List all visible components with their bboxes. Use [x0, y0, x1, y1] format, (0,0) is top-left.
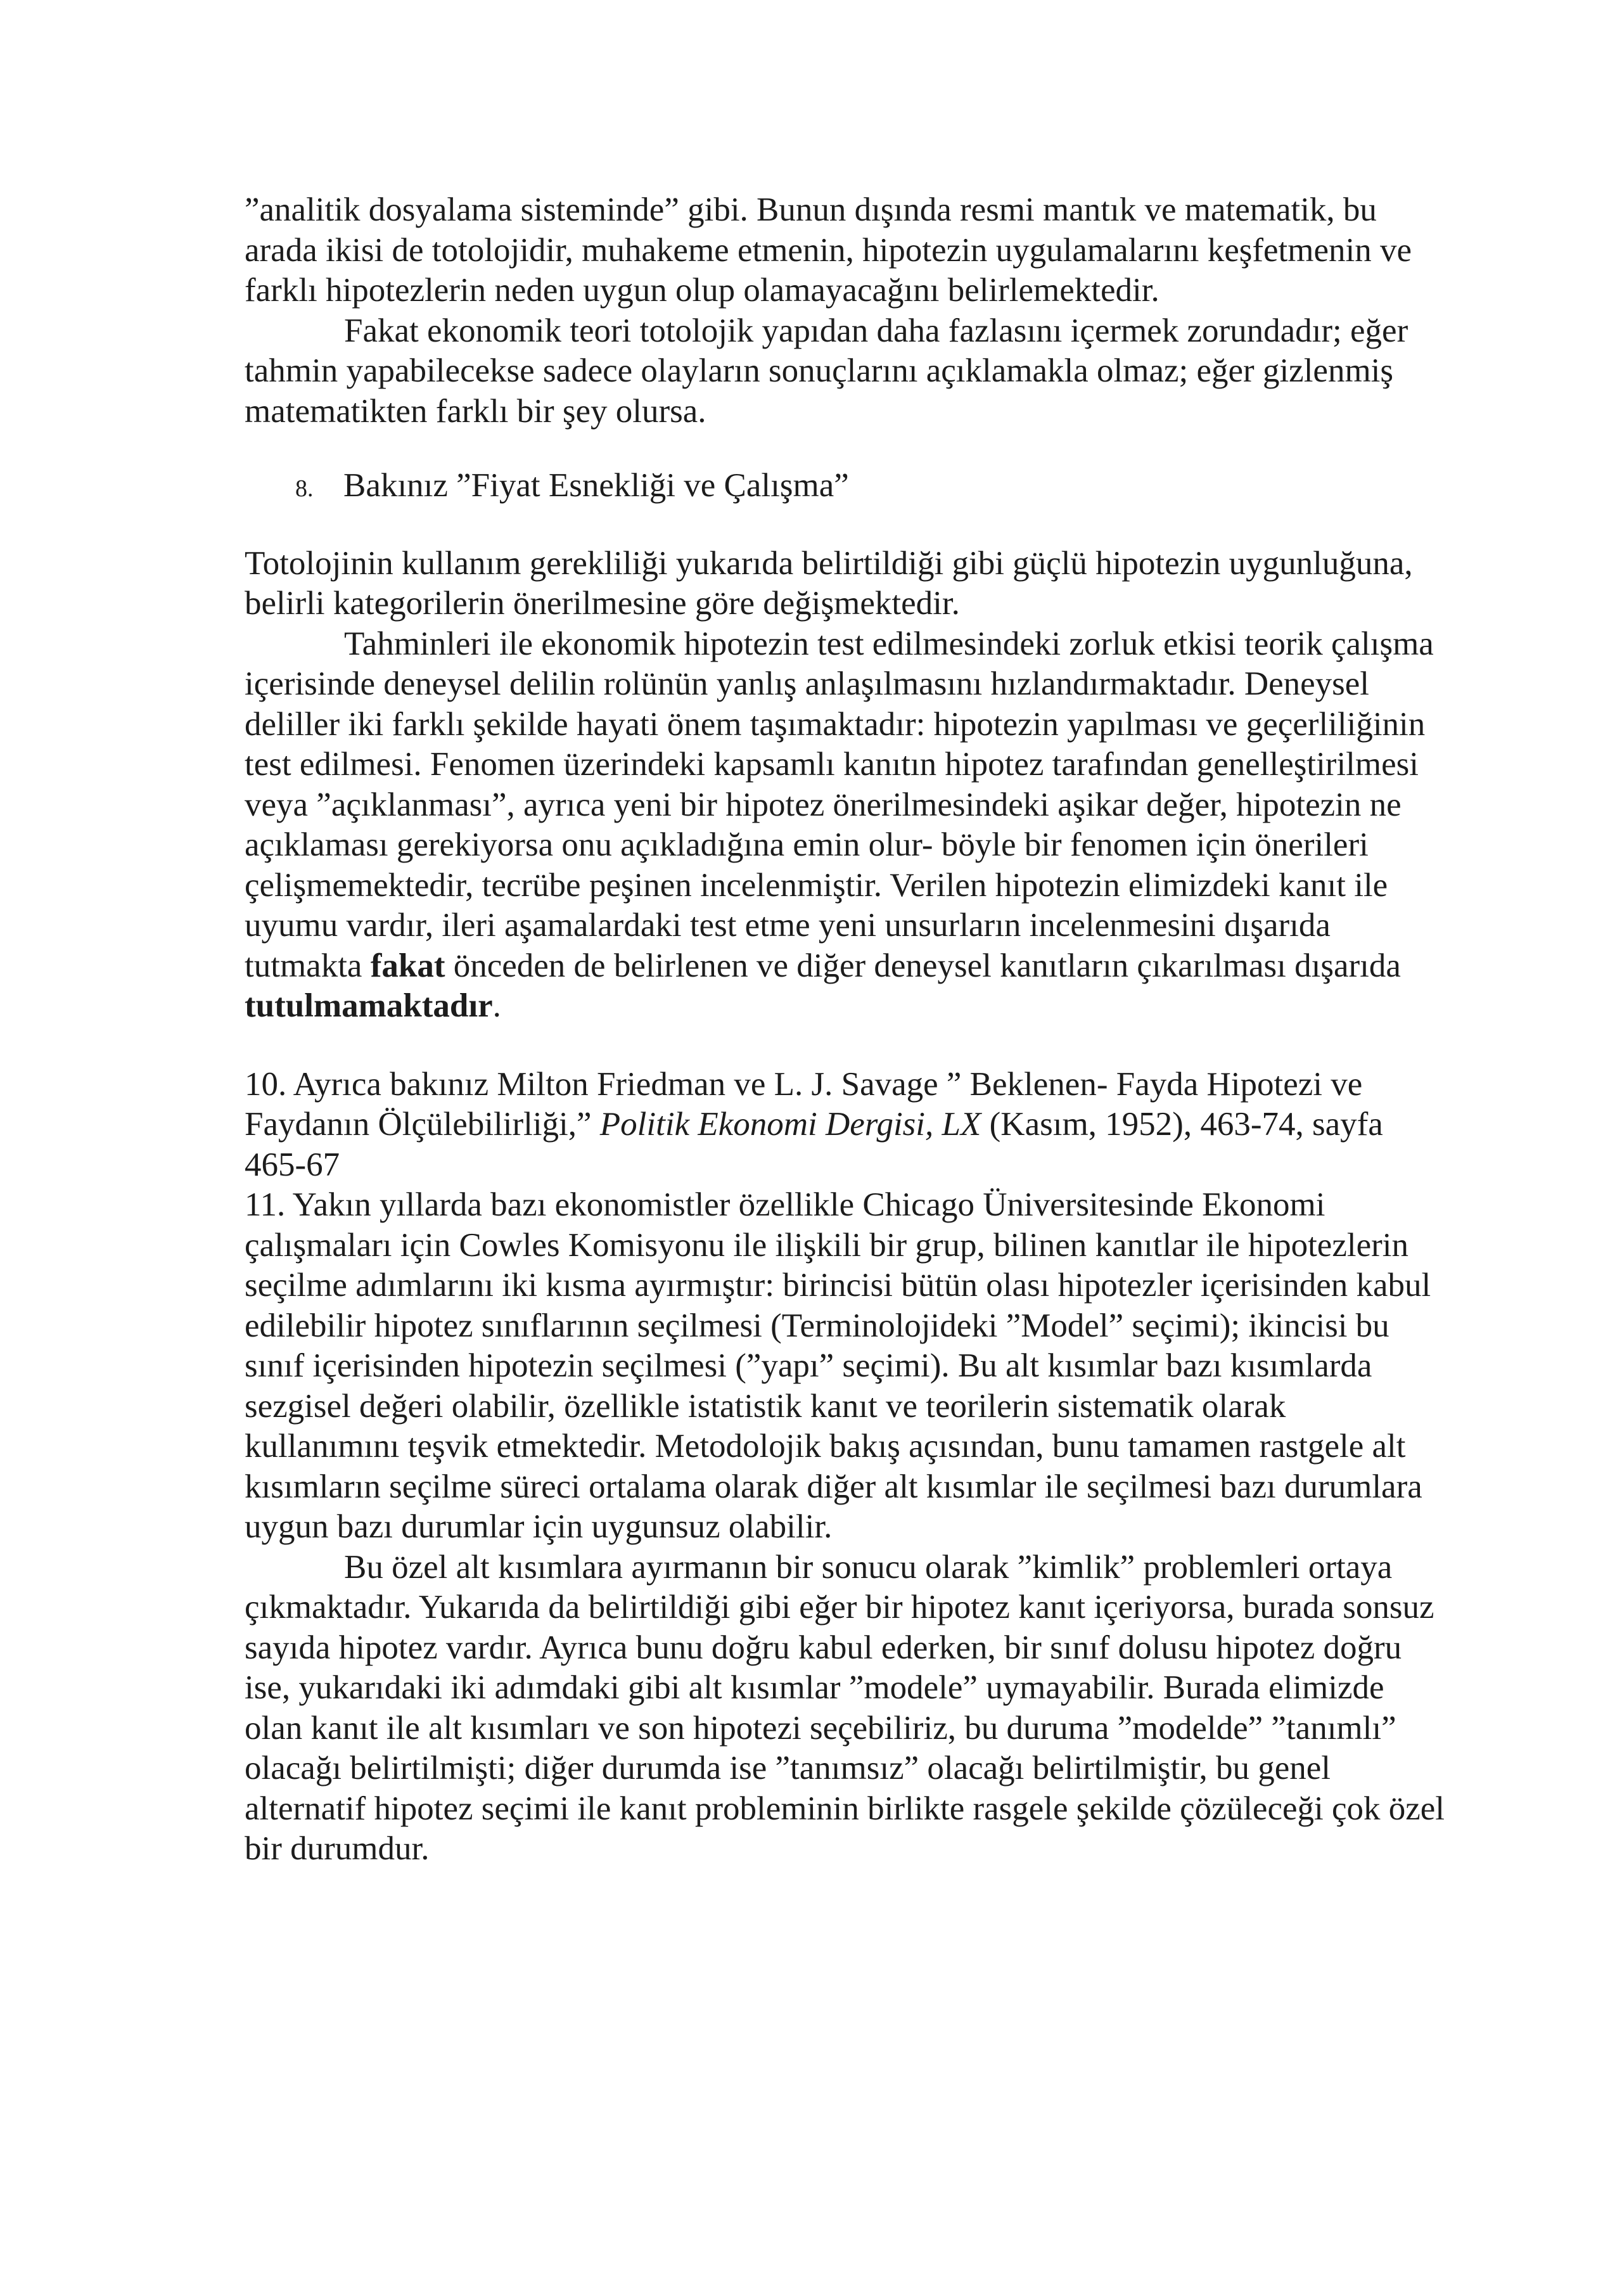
paragraph-analitik: ”analitik dosyalama sisteminde” gibi. Bunun dışında resmi mantık ve matematik, bu arada ikisi de totolojidir, muhakeme etmenin, hipotezin uygulamalarını keşfetmenin ve farklı hipotezlerin neden uygun olup olamayacağını belirlemektedir. — [245, 191, 1412, 309]
footnote-11: 11. Yakın yıllarda bazı ekonomistler özellikle Chicago Üniversitesinde Ekonomi çalışmaları için Cowles Komisyonu ile ilişkili bir grup, bilinen kanıtlar ile hipotezlerin seçilme adımlarını iki kısma ayırmıştır: birincisi bütün olası hipotezler içerisinden kabul edilebilir hipotez sınıflarının seçilmesi (Terminolojideki ”Model” seçimi); ikincisi bu sınıf içerisinden hipotezin seçilmesi (”yapı” seçimi). Bu alt kısımlar bazı kısımlarda sezgisel değeri olabilir, özellikle istatistik kanıt ve teorilerin sistematik olarak kullanımını teşvik etmektedir. Metodolojik bakış açısından, bunu tamamen rastgele alt kısımların seçilme süreci ortalama olarak diğer alt kısımlar ile seçilmesi bazı durumlara uygun bazı durumlar için uygunsuz olabilir. — [245, 1186, 1431, 1545]
footnote-8-text: Bakınız ”Fiyat Esnekliği ve Çalışma” — [343, 467, 849, 504]
footnote-10 — [245, 1065, 1448, 1186]
paragraph-tahminleri-text: Tahminleri ile ekonomik hipotezin test edilmesindeki zorluk etkisi teorik çalışma içerisinde deneysel delilin rolünün yanlış anlaşılmasını hızlandırmaktadır. Deneysel deliller iki farklı şekilde hayati önem taşımaktadır: hipotezin yapılması ve geçerliliğinin test edilmesi. Fenomen üzerindeki kapsamlı kanıtın hipotez tarafından genelleştirilmesi veya ”açıklanması”, ayrıca yeni bir hipotez önerilmesindeki aşikar değer, hipotezin ne açıklaması gerekiyorsa onu açıkladığına emin olur- böyle bir fenomen için önerileri çelişmemektedir, tecrübe peşinen incelenmiştir. Verilen hipotezin elimizdeki kanıt ile uyumu vardır, ileri aşamalardaki test etme yeni unsurların incelenmesini dışarıda tutmakta — [245, 625, 1434, 984]
paragraph-fakat-ekonomik: Fakat ekonomik teori totolojik yapıdan daha fazlasını içermek zorundadır; eğer tahmin yapabilecekse sadece olayların sonuçlarını açıklamakla olmaz; eğer gizlenmiş matematikten farklı bir şey olursa. — [245, 312, 1408, 430]
footnote-10-citation: (Kasım, 1952), 463-74, sayfa 465-67 — [245, 1106, 1383, 1183]
paragraph-tahminleri — [245, 624, 1448, 1027]
footnote-8 — [245, 466, 1448, 510]
paragraph-tahminleri-end: . — [492, 987, 501, 1024]
bold-tutulmamaktadir: tutulmamaktadır — [245, 987, 493, 1024]
footnote-10-text: 10. Ayrıca bakınız Milton Friedman ve L. J. Savage ” Beklenen- Fayda Hipotezi ve Faydanın Ölçülebilirliği,” — [245, 1065, 1363, 1143]
paragraph-ozel-alt-kisimlar: Bu özel alt kısımlara ayırmanın bir sonucu olarak ”kimlik” problemleri ortaya çıkmaktadır. Yukarıda da belirtildiği gibi eğer bir hipotez kanıt içeriyorsa, burada sonsuz sayıda hipotez vardır. Ayrıca bunu doğru kabul ederken, bir sınıf dolusu hipotez doğru ise, yukarıdaki iki adımdaki gibi alt kısımlar ”modele” uymayabilir. Burada elimizde olan kanıt ile alt kısımları ve son hipotezi seçebiliriz, bu duruma ”modelde” ”tanımlı” olacağı belirtilmişti; diğer durumda ise ”tanımsız” olacağı belirtilmiştir, bu genel alternatif hipotez seçimi ile kanıt probleminin birlikte rasgele şekilde çözüleceği çok özel bir durumdur. — [245, 1548, 1445, 1867]
footnote-10-journal: Politik Ekonomi Dergisi, LX — [599, 1106, 981, 1143]
bold-fakat: fakat — [370, 947, 445, 984]
document-body — [245, 190, 1448, 1870]
paragraph-tahminleri-mid: önceden de belirlenen ve diğer deneysel kanıtların çıkarılması dışarıda — [445, 947, 1401, 984]
paragraph-totolojinin: Totolojinin kullanım gerekliliği yukarıda belirtildiği gibi güçlü hipotezin uygunluğuna, belirli kategorilerin önerilmesine göre değişmektedir. — [245, 544, 1413, 622]
footnote-8-number: 8. — [295, 475, 314, 502]
